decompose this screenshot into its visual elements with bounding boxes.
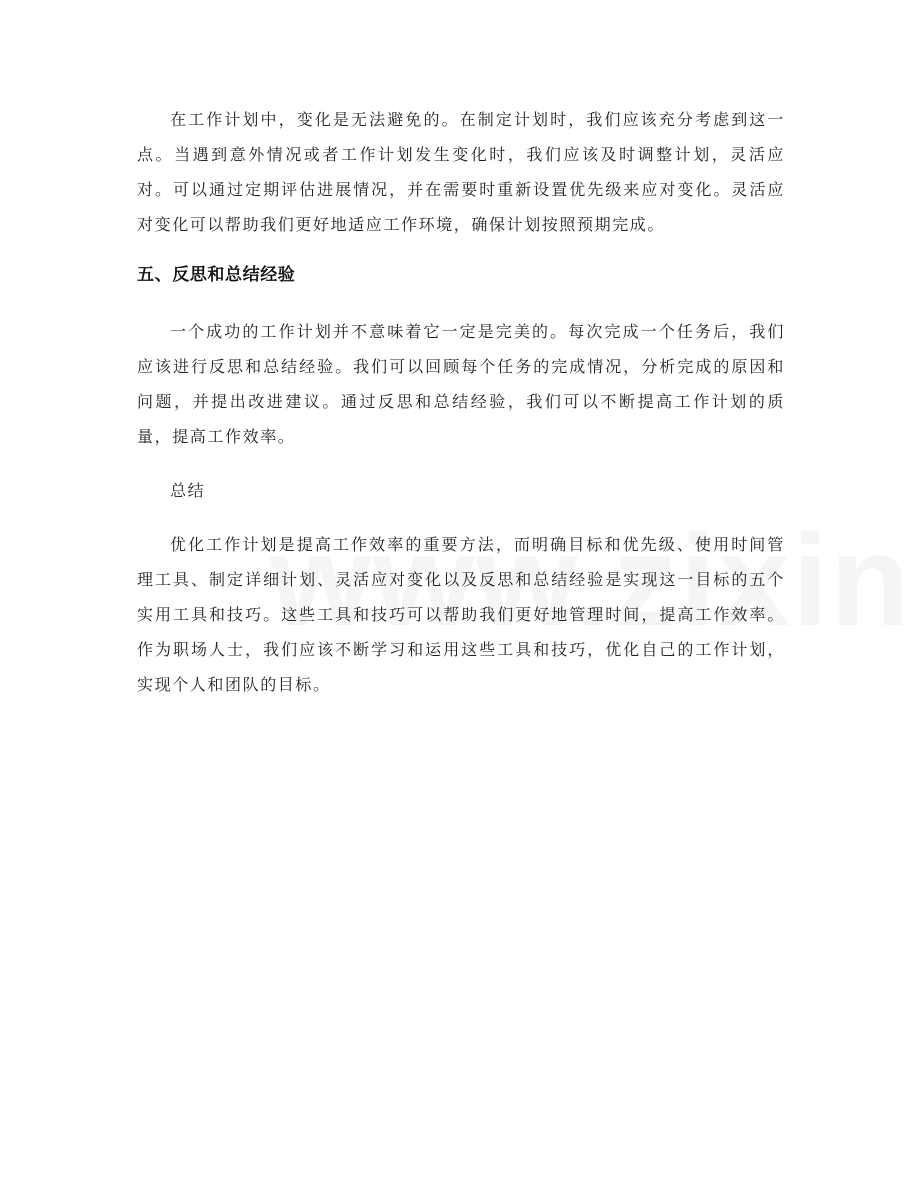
section-heading-reflection: 五、反思和总结经验 (137, 265, 296, 285)
paragraph-reflection: 一个成功的工作计划并不意味着它一定是完美的。每次完成一个任务后，我们应该进行反思和总结经验。我们可以回顾每个任务的完成情况，分析完成的原因和问题，并提出改进建议。通过反思和总结经验，我们可以不断提高工作计划的质量，提高工作效率。 (137, 322, 785, 446)
paragraph-flexible-response: 在工作计划中，变化是无法避免的。在制定计划时，我们应该充分考虑到这一点。当遇到意外情况或者工作计划发生变化时，我们应该及时调整计划，灵活应对。可以通过定期评估进展情况，并在需要时重新设置优先级来应对变化。灵活应对变化可以帮助我们更好地适应工作环境，确保计划按照预期完成。 (137, 110, 785, 234)
summary-label: 总结 (170, 481, 206, 500)
paragraph-summary: 优化工作计划是提高工作效率的重要方法，而明确目标和优先级、使用时间管理工具、制定详细计划、灵活应对变化以及反思和总结经验是实现这一目标的五个实用工具和技巧。这些工具和技巧可以帮助我们更好地管理时间，提高工作效率。作为职场人士，我们应该不断学习和运用这些工具和技巧，优化自己的工作计划，实现个人和团队的目标。 (137, 535, 785, 694)
document-page (137, 102, 785, 721)
